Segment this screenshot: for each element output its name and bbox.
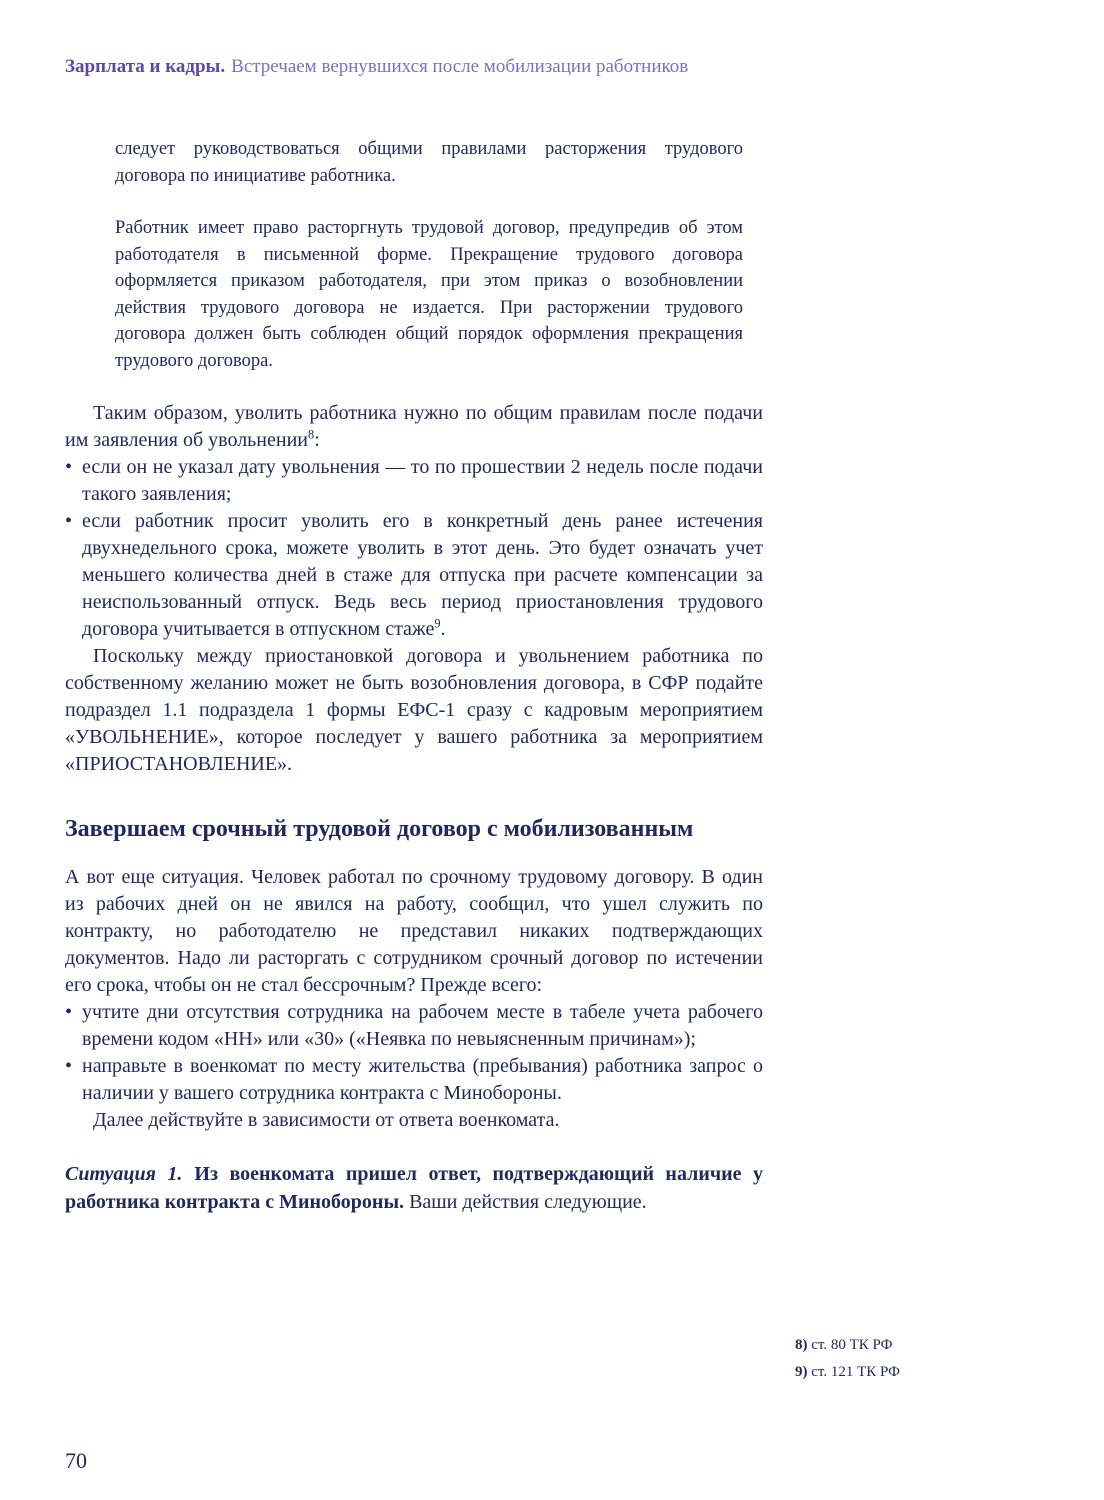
- footnote-text: ст. 80 ТК РФ: [811, 1337, 893, 1353]
- footnote-label: 8): [795, 1337, 808, 1353]
- footnotes: [795, 1332, 1035, 1386]
- bullet-list: [65, 999, 763, 1107]
- list-item-text: если он не указал дату увольнения — то по прошествии 2 недель после подачи такого заявления;: [82, 456, 763, 505]
- running-header: [65, 55, 1045, 79]
- footnote-label: 9): [795, 1364, 808, 1380]
- brand-label: Зарплата и кадры.: [65, 56, 226, 77]
- footnote-ref: 8: [308, 427, 315, 442]
- paragraph-text: :: [314, 429, 320, 451]
- footnote-text: ст. 121 ТК РФ: [811, 1364, 900, 1380]
- body-paragraph: Далее действуйте в зависимости от ответа военкомата.: [93, 1109, 560, 1131]
- bullet-marker: •: [65, 1001, 73, 1023]
- footnote: [795, 1332, 1035, 1359]
- bullet-marker: •: [65, 1055, 73, 1077]
- footnote-ref: 9: [434, 616, 441, 631]
- main-text-column: [65, 136, 763, 1216]
- list-item-text: учтите дни отсутствия сотрудника на рабочем месте в табеле учета рабочего времени кодом «НН» или «30» («Неявка по невыясненным причинам»);: [82, 1001, 763, 1050]
- footnote: [795, 1359, 1035, 1386]
- body-paragraph: [65, 400, 763, 454]
- list-item: [65, 454, 763, 508]
- bullet-marker: •: [65, 510, 73, 532]
- list-item-text: [82, 508, 763, 643]
- list-item: [65, 508, 763, 643]
- bullet-list: [65, 454, 763, 643]
- body-paragraph: Поскольку между приостановкой договора и увольнением работника по собственному желанию может не быть возобновления договора, в СФР подайте подраздел 1.1 подраздела 1 формы ЕФС-1 сразу с кадровым мероприятием «УВОЛЬНЕНИЕ», которое последует у вашего работника за мероприятием «ПРИОСТАНОВЛЕНИЕ».: [65, 645, 763, 775]
- section-heading: Завершаем срочный трудовой договор с мобилизованным: [65, 816, 694, 842]
- paragraph-text: .: [440, 618, 446, 640]
- paragraph-text: Таким образом, уволить работника нужно по общим правилам после подачи им заявления об увольнении: [65, 402, 763, 451]
- bullet-marker: •: [65, 456, 73, 478]
- list-item: [65, 999, 763, 1053]
- situation-bold-text: Из военкомата пришел ответ, подтверждающий наличие у работника контракта с Минобороны.: [65, 1163, 764, 1213]
- situation-label: Ситуация 1.: [65, 1163, 183, 1185]
- quote-block: [115, 136, 743, 374]
- quote-paragraph: Работник имеет право расторгнуть трудовой договор, предупредив об этом работодателя в письменной форме. Прекращение трудового договора оформляется приказом работодателя, при этом приказ о возобновлении действия трудового договора не издается. При расторжении трудового договора должен быть соблюден общий порядок оформления прекращения трудового договора.: [115, 218, 743, 371]
- header-subtitle: Встречаем вернувшихся после мобилизации работников: [231, 56, 689, 77]
- list-item: [65, 1053, 763, 1107]
- body-paragraph: А вот еще ситуация. Человек работал по срочному трудовому договору. В один из рабочих дней он не явился на работу, сообщил, что ушел служить по контракту, но работодателю не представил никаких подтверждающих документов. Надо ли расторгать с сотрудником срочный договор по истечении его срока, чтобы он не стал бессрочным? Прежде всего:: [65, 866, 763, 996]
- page-number: 70: [65, 1448, 87, 1473]
- list-item-text: направьте в военкомат по месту жительства (пребывания) работника запрос о наличии у вашего сотрудника контракта с Минобороны.: [82, 1055, 763, 1104]
- paragraph-text: если работник просит уволить его в конкретный день ранее истечения двухнедельного срока, можете уволить в этот день. Это будет означать учет меньшего количества дней в стаже для отпуска при расчете компенсации за неиспользованный отпуск. Ведь весь период приостановления трудового договора учитывается в отпускном стаже: [82, 510, 763, 640]
- situation-regular-text: Ваши действия следующие.: [409, 1191, 647, 1213]
- situation-paragraph: [65, 1160, 763, 1216]
- quote-paragraph: следует руководствоваться общими правилами расторжения трудового договора по инициативе работника.: [115, 139, 743, 186]
